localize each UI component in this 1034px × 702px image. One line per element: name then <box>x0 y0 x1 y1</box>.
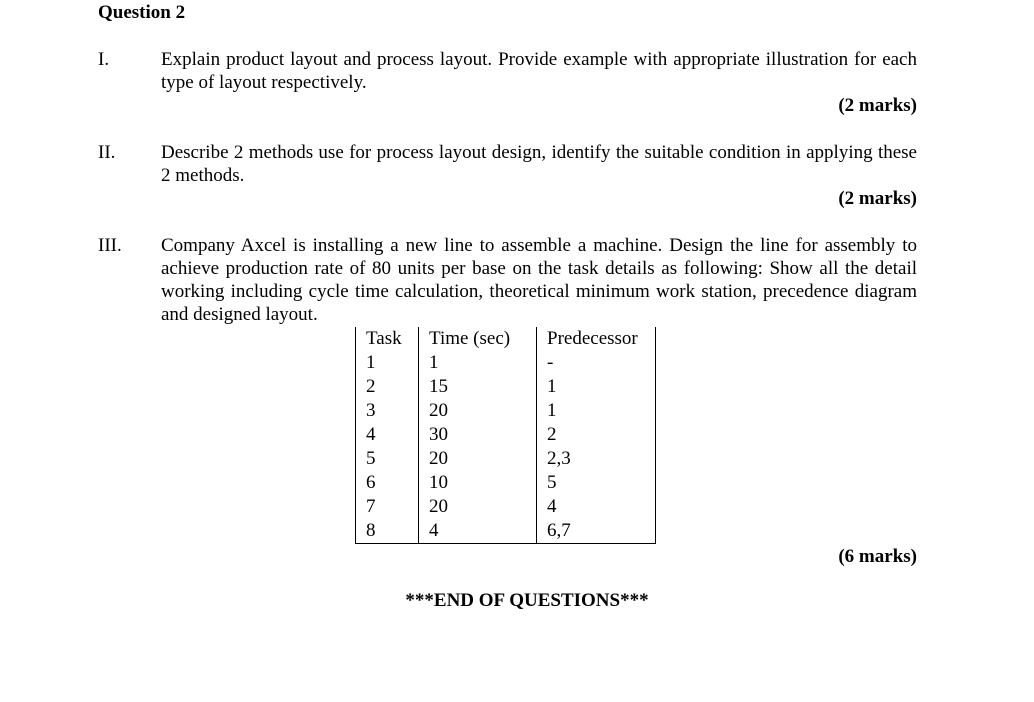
question-2-number: II. <box>98 142 116 163</box>
table-row <box>356 519 656 544</box>
question-title: Question 2 <box>98 2 186 23</box>
cell-time: 15 <box>419 375 537 399</box>
cell-time: 4 <box>419 519 537 544</box>
table-row <box>356 471 656 495</box>
cell-task: 2 <box>356 375 419 399</box>
cell-predecessor: 2 <box>537 423 656 447</box>
cell-predecessor: 1 <box>537 399 656 423</box>
question-1-text: Explain product layout and process layout. Provide example with appropriate illustration for each type of layout respectively. <box>161 49 917 93</box>
cell-predecessor: 1 <box>537 375 656 399</box>
cell-task: 3 <box>356 399 419 423</box>
question-2-marks: (2 marks) <box>838 188 917 209</box>
cell-time: 20 <box>419 447 537 471</box>
question-3-number: III. <box>98 235 122 256</box>
question-2-text: Describe 2 methods use for process layout design, identify the suitable condition in applying these 2 methods. <box>161 142 917 186</box>
question-1-marks: (2 marks) <box>838 95 917 116</box>
cell-predecessor: 5 <box>537 471 656 495</box>
table-row <box>356 375 656 399</box>
cell-time: 20 <box>419 495 537 519</box>
cell-time: 1 <box>419 351 537 375</box>
end-of-questions: ***END OF QUESTIONS*** <box>405 590 649 611</box>
table-header-row <box>356 327 656 351</box>
cell-task: 7 <box>356 495 419 519</box>
table-row <box>356 351 656 375</box>
cell-time: 10 <box>419 471 537 495</box>
question-3-marks: (6 marks) <box>838 546 917 567</box>
cell-predecessor: 2,3 <box>537 447 656 471</box>
table-row <box>356 399 656 423</box>
cell-predecessor: 4 <box>537 495 656 519</box>
table-row <box>356 495 656 519</box>
question-3-text: Company Axcel is installing a new line to assemble a machine. Design the line for assembly to achieve production rate of 80 units per base on the task details as following: Show all the detail working including cycle time calculation, theoretical minimum work station, precedence diagram and designed layout. <box>161 235 917 325</box>
cell-predecessor: - <box>537 351 656 375</box>
task-table <box>355 327 656 544</box>
cell-time: 20 <box>419 399 537 423</box>
header-predecessor: Predecessor <box>537 327 656 351</box>
header-task: Task <box>356 327 419 351</box>
cell-predecessor: 6,7 <box>537 519 656 544</box>
cell-task: 6 <box>356 471 419 495</box>
cell-time: 30 <box>419 423 537 447</box>
table-row <box>356 447 656 471</box>
cell-task: 8 <box>356 519 419 544</box>
header-time: Time (sec) <box>419 327 537 351</box>
cell-task: 4 <box>356 423 419 447</box>
table-row <box>356 423 656 447</box>
cell-task: 1 <box>356 351 419 375</box>
question-1-number: I. <box>98 49 110 70</box>
cell-task: 5 <box>356 447 419 471</box>
